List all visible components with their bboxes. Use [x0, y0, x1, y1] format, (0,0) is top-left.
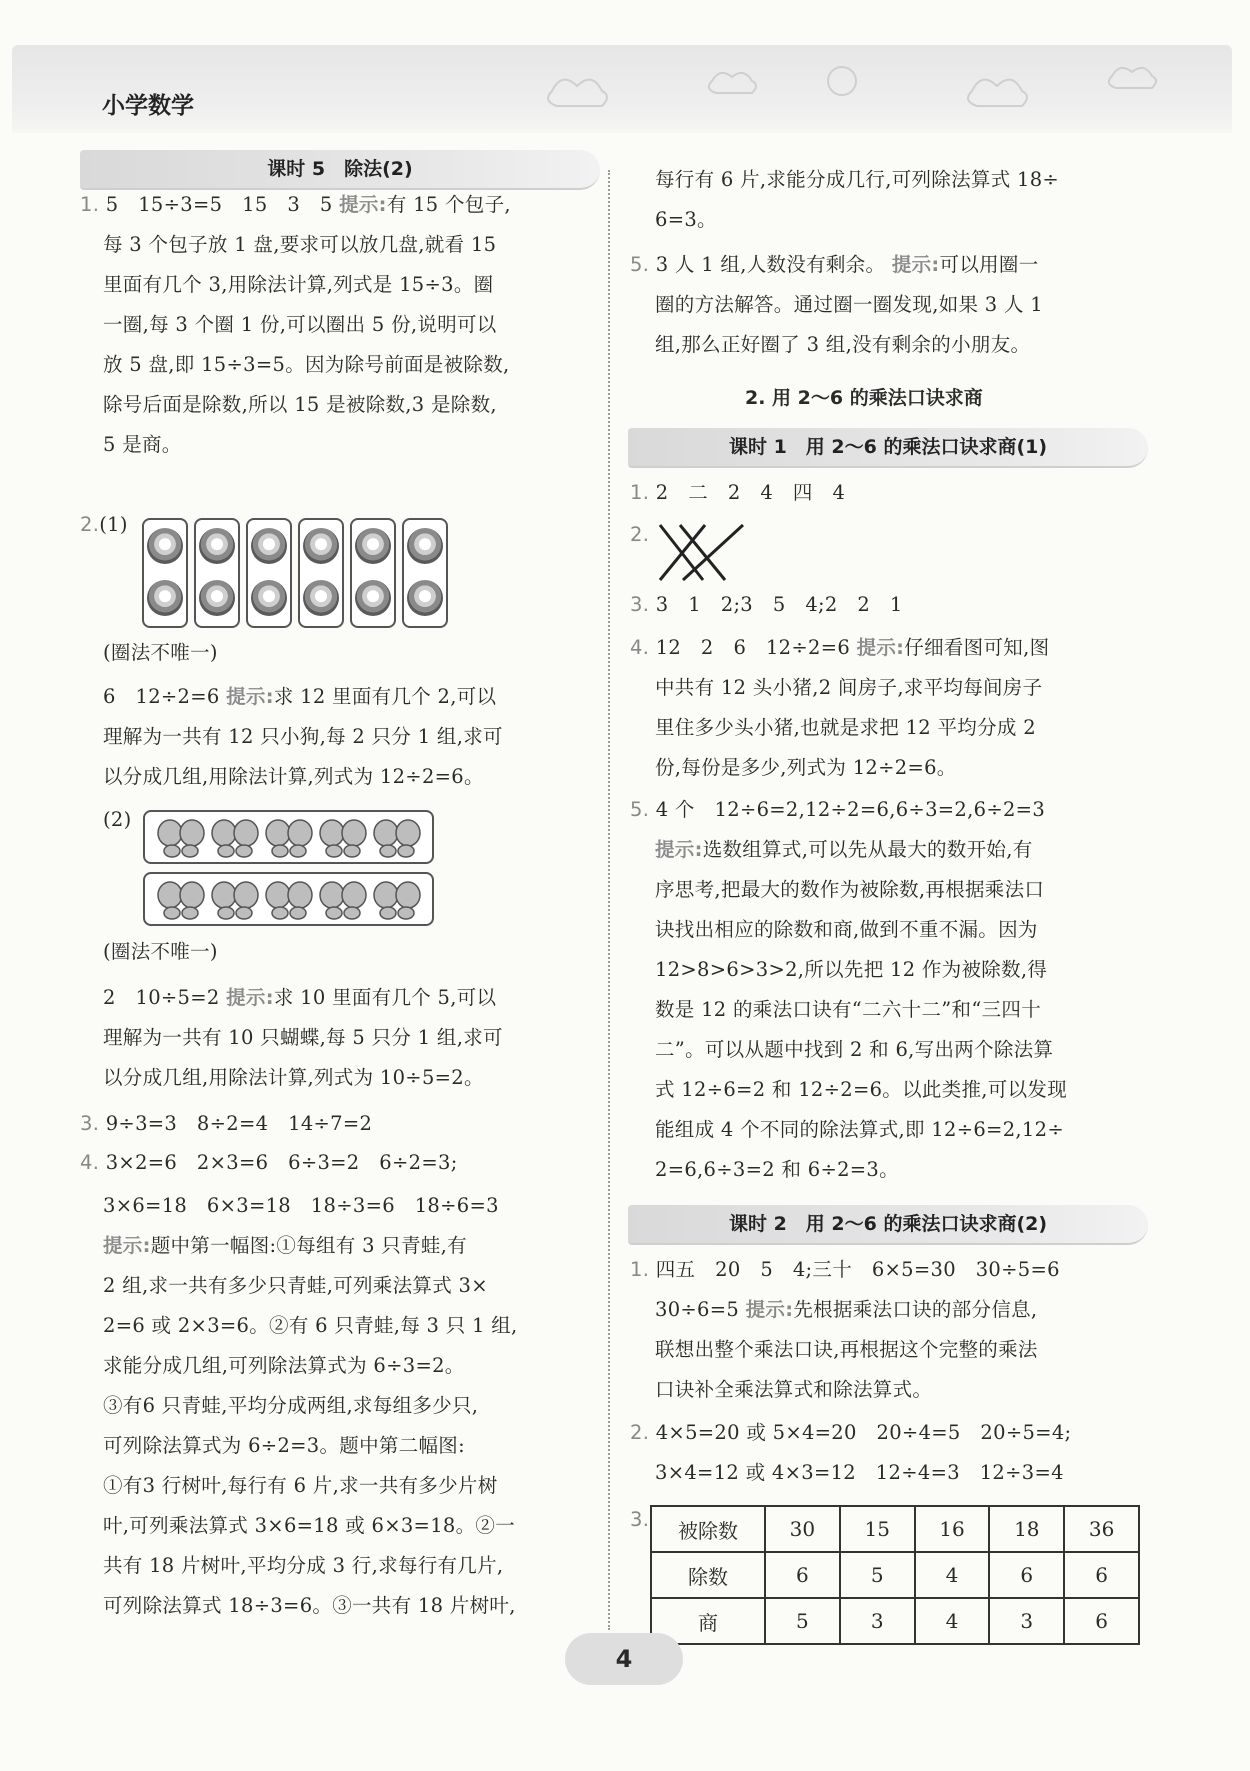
circle-group [298, 518, 344, 628]
dog-icon [355, 528, 391, 564]
right-l1-q1 [630, 473, 845, 513]
right-l1-q2 [630, 515, 649, 555]
hint-line [655, 830, 1033, 870]
question-number: 1. [630, 1258, 650, 1281]
table-cell: 6 [1064, 1598, 1139, 1644]
answer-text: 12 2 6 12÷2=6 [655, 636, 851, 659]
table-cell: 15 [840, 1506, 915, 1552]
part-label: (1) [99, 513, 128, 536]
hint-line: 可列除法算式 18÷3=6。③一共有 18 片树叶, [103, 1594, 516, 1617]
right-l2-q3 [630, 1500, 649, 1540]
part-label: (2) [103, 808, 132, 831]
hint-line: 圈的方法解答。通过圈一圈发现,如果 3 人 1 [655, 293, 1044, 316]
table-cell: 4 [915, 1598, 990, 1644]
dog-icon [251, 580, 287, 616]
table-row [651, 1506, 1139, 1552]
left-q4-line1 [80, 1143, 458, 1183]
table-header-cell: 除数 [651, 1552, 765, 1598]
answer-text: 6 12÷2=6 [103, 685, 220, 708]
hint-label: 提示: [891, 253, 940, 276]
dog-icon [147, 580, 183, 616]
hint-line: 2=6 或 2×3=6。②有 6 只青蛙,每 3 只 1 组, [103, 1314, 518, 1337]
dog-icon [407, 528, 443, 564]
hint-text: 可以用圈一 [939, 253, 1039, 276]
hint-line: ①有3 行树叶,每行有 6 片,求一共有多少片树 [103, 1474, 498, 1497]
hint-line: 口诀补全乘法算式和除法算式。 [655, 1378, 933, 1401]
question-number: 1. [80, 193, 100, 216]
hint-line: 以分成几组,用除法计算,列式为 12÷2=6。 [103, 765, 484, 788]
hint-label: 提示: [226, 685, 274, 708]
answer-line [655, 1290, 1037, 1330]
table-cell: 5 [765, 1598, 840, 1644]
hint-line: 能组成 4 个不同的除法算式,即 12÷6=2,12÷ [655, 1118, 1064, 1141]
table-cell: 5 [840, 1552, 915, 1598]
answer-text: 3 人 1 组,人数没有剩余。 [655, 253, 886, 276]
question-number: 1. [630, 481, 650, 504]
hint-text: 求 12 里面有几个 2,可以 [273, 685, 497, 708]
hint-label: 提示: [226, 986, 274, 1009]
table-header-cell: 商 [651, 1598, 765, 1644]
answer-text: 30÷6=5 [655, 1298, 740, 1321]
question-number: 3. [630, 1508, 650, 1531]
answer-text: 2 二 2 4 四 4 [655, 481, 846, 504]
decorative-clouds-icon [512, 51, 1212, 121]
answer-text: 4 个 12÷6=2,12÷2=6,6÷3=2,6÷2=3 [655, 798, 1046, 821]
question-number: 4. [80, 1151, 100, 1174]
hint-label: 提示: [856, 636, 905, 659]
dog-icon [199, 580, 235, 616]
hint-line: 每行有 6 片,求能分成几行,可列除法算式 18÷ [655, 168, 1060, 191]
hint-text: 先根据乘法口诀的部分信息, [793, 1298, 1038, 1321]
right-l1-q4 [630, 628, 1049, 668]
dog-icon [199, 528, 235, 564]
lesson-title-bar: 课时 5 除法(2) [80, 150, 600, 190]
hint-text: 选数组算式,可以先从最大的数开始,有 [702, 838, 1033, 861]
hint-line: 叶,可列乘法算式 3×6=18 或 6×3=18。②一 [103, 1514, 516, 1537]
question-number: 2. [630, 1421, 650, 1444]
hint-text: 求 10 里面有几个 5,可以 [273, 986, 497, 1009]
question-number: 5. [630, 253, 650, 276]
right-l1-q5 [630, 790, 1045, 830]
hint-line: 放 5 盘,即 15÷3=5。因为除号前面是被除数, [103, 353, 510, 376]
hint-line: 理解为一共有 12 只小狗,每 2 只分 1 组,求可 [103, 725, 503, 748]
table-row [651, 1598, 1139, 1644]
left-q2-label [80, 505, 128, 545]
dog-icon [303, 528, 339, 564]
table-cell: 36 [1064, 1506, 1139, 1552]
table-header-cell: 被除数 [651, 1506, 765, 1552]
table-cell: 6 [1064, 1552, 1139, 1598]
quotient-table [650, 1505, 1140, 1645]
table-cell: 6 [989, 1552, 1064, 1598]
circle-group [350, 518, 396, 628]
question-number: 2. [80, 513, 100, 536]
hint-line: 里住多少头小猪,也就是求把 12 平均分成 2 [655, 716, 1036, 739]
hint-line: 数是 12 的乘法口诀有“二六十二”和“三四十 [655, 998, 1042, 1021]
hint-label: 提示: [745, 1298, 794, 1321]
table-cell: 30 [765, 1506, 840, 1552]
hint-line: 联想出整个乘法口诀,再根据这个完整的乘法 [655, 1338, 1038, 1361]
column-divider [608, 170, 610, 1630]
note-text: (圈法不唯一) [103, 940, 218, 963]
dog-icon [407, 580, 443, 616]
dog-icon [303, 580, 339, 616]
lesson-title-bar: 课时 2 用 2～6 的乘法口诀求商(2) [628, 1205, 1148, 1245]
question-number: 5. [630, 798, 650, 821]
section-title: 2. 用 2～6 的乘法口诀求商 [745, 387, 983, 409]
matching-lines-icon [655, 520, 750, 585]
right-l2-q1 [630, 1250, 1060, 1290]
right-q5-answer [630, 245, 1039, 285]
hint-line: 可列除法算式为 6÷2=3。题中第二幅图: [103, 1434, 465, 1457]
note-text: (圈法不唯一) [103, 641, 218, 664]
dog-icon [355, 580, 391, 616]
answer-text: 3×2=6 2×3=6 6÷3=2 6÷2=3; [105, 1151, 458, 1174]
left-q1-answer [80, 185, 511, 225]
hint-label: 提示: [655, 838, 703, 861]
table-cell: 6 [765, 1552, 840, 1598]
hint-label: 提示: [339, 193, 387, 216]
answer-text: 2 10÷5=2 [103, 986, 220, 1009]
hint-line: 式 12÷6=2 和 12÷2=6。以此类推,可以发现 [655, 1078, 1068, 1101]
hint-line: 6=3。 [655, 208, 717, 231]
question-number: 3. [630, 593, 650, 616]
dog-icon [147, 528, 183, 564]
table-cell: 3 [840, 1598, 915, 1644]
page-number: 4 [565, 1633, 683, 1685]
answer-line: 3×4=12 或 4×3=12 12÷4=3 12÷3=4 [655, 1461, 1064, 1484]
answer-text: 四五 20 5 4;三十 6×5=30 30÷5=6 [655, 1258, 1060, 1281]
table-cell: 3 [989, 1598, 1064, 1644]
hint-line: ③有6 只青蛙,平均分成两组,求每组多少只, [103, 1394, 479, 1417]
hint-line: 以分成几组,用除法计算,列式为 10÷5=2。 [103, 1066, 484, 1089]
hint-text: 有 15 个包子, [386, 193, 511, 216]
hint-text: 仔细看图可知,图 [904, 636, 1050, 659]
question-number: 2. [630, 523, 650, 546]
right-l1-q3 [630, 585, 903, 625]
hint-line: 组,那么正好圈了 3 组,没有剩余的小朋友。 [655, 333, 1031, 356]
question-number: 3. [80, 1112, 100, 1135]
left-q3 [80, 1104, 372, 1144]
hint-line [103, 1226, 467, 1266]
table-cell: 4 [915, 1552, 990, 1598]
hint-line: 一圈,每 3 个圈 1 份,可以圈出 5 份,说明可以 [103, 313, 497, 336]
question-number: 4. [630, 636, 650, 659]
hint-text: 题中第一幅图:①每组有 3 只青蛙,有 [150, 1234, 467, 1257]
hint-line: 序思考,把最大的数作为被除数,再根据乘法口 [655, 878, 1045, 901]
subject-title: 小学数学 [102, 93, 194, 119]
page-header [12, 45, 1232, 133]
hint-line: 共有 18 片树叶,平均分成 3 行,求每行有几片, [103, 1554, 504, 1577]
hint-line: 求能分成几组,可列除法算式为 6÷3=2。 [103, 1354, 465, 1377]
hint-line: 除号后面是除数,所以 15 是被除数,3 是除数, [103, 393, 497, 416]
table-cell: 18 [989, 1506, 1064, 1552]
circle-group [402, 518, 448, 628]
dog-icon [251, 528, 287, 564]
answer-line [103, 677, 496, 717]
answer-text: 3 1 2;3 5 4;2 2 1 [655, 593, 903, 616]
answer-line [103, 978, 496, 1018]
hint-line: 理解为一共有 10 只蝴蝶,每 5 只分 1 组,求可 [103, 1026, 503, 1049]
hint-line: 二”。可以从题中找到 2 和 6,写出两个除法算 [655, 1038, 1054, 1061]
hint-label: 提示: [103, 1234, 151, 1257]
answer-text: 5 15÷3=5 15 3 5 [105, 193, 333, 216]
hint-line: 2=6,6÷3=2 和 6÷2=3。 [655, 1158, 899, 1181]
answer-text: 4×5=20 或 5×4=20 20÷4=5 20÷5=4; [655, 1421, 1072, 1444]
butterfly-icon [150, 815, 430, 925]
lesson-title-bar: 课时 1 用 2～6 的乘法口诀求商(1) [628, 428, 1148, 468]
hint-line: 每 3 个包子放 1 盘,要求可以放几盘,就看 15 [103, 233, 497, 256]
hint-line: 中共有 12 头小猪,2 间房子,求平均每间房子 [655, 676, 1043, 699]
circle-group [246, 518, 292, 628]
hint-line: 诀找出相应的除数和商,做到不重不漏。因为 [655, 918, 1038, 941]
answer-line: 3×6=18 6×3=18 18÷3=6 18÷6=3 [103, 1194, 499, 1217]
answer-text: 9÷3=3 8÷2=4 14÷7=2 [105, 1112, 373, 1135]
hint-line: 5 是商。 [103, 433, 182, 456]
hint-line: 里面有几个 3,用除法计算,列式是 15÷3。圈 [103, 273, 494, 296]
circle-group [194, 518, 240, 628]
table-cell: 16 [915, 1506, 990, 1552]
table-row [651, 1552, 1139, 1598]
right-l2-q2 [630, 1413, 1071, 1453]
hint-line: 份,每份是多少,列式为 12÷2=6。 [655, 756, 957, 779]
hint-line: 2 组,求一共有多少只青蛙,可列乘法算式 3× [103, 1274, 488, 1297]
circle-group [142, 518, 188, 628]
hint-line: 12>8>6>3>2,所以先把 12 作为被除数,得 [655, 958, 1048, 981]
